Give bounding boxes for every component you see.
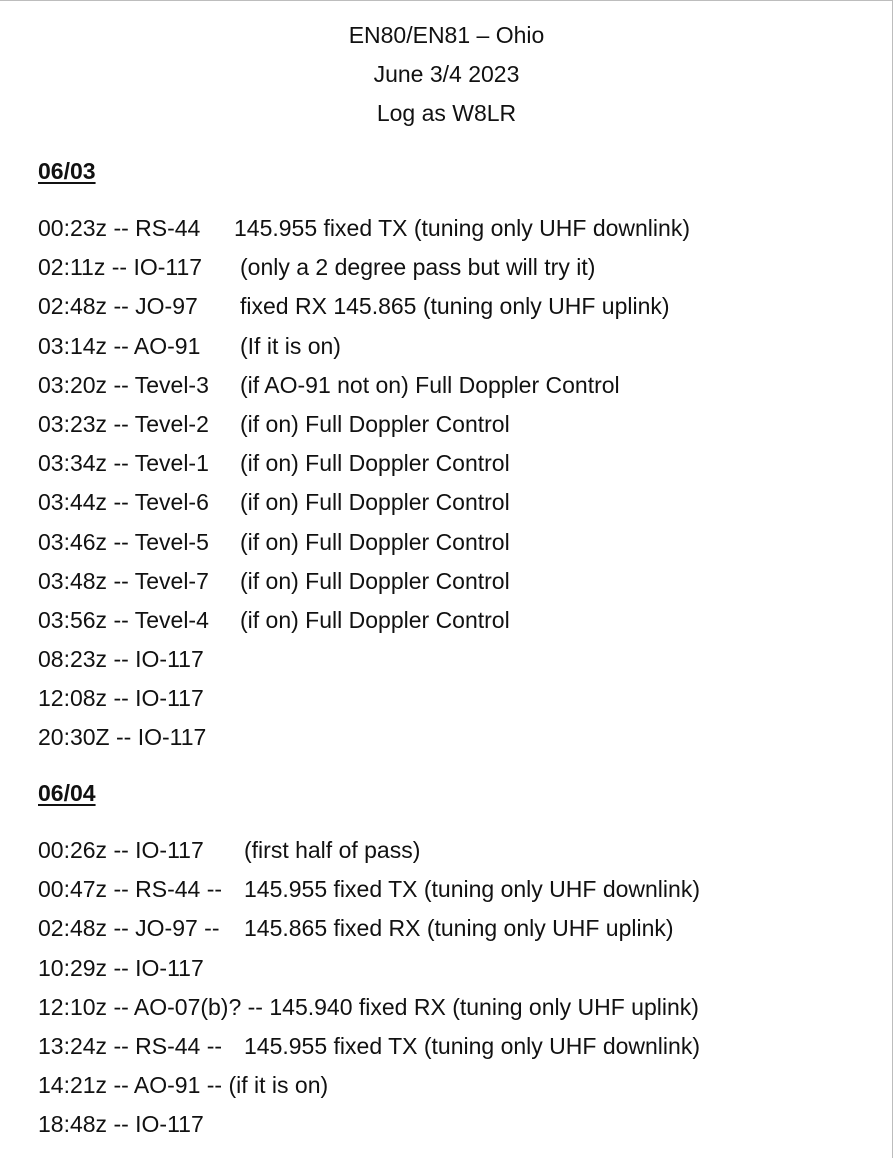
pass-row [38, 248, 878, 287]
pass-note [244, 1105, 878, 1144]
pass-row [38, 287, 878, 326]
pass-row [38, 1066, 878, 1105]
section-title: 06/04 [38, 780, 96, 806]
pass-row [38, 949, 878, 988]
pass-note [328, 1066, 878, 1105]
pass-time-satellite: 00:26z -- IO-117 [38, 837, 204, 863]
pass-time-satellite: 03:23z -- Tevel-2 [38, 410, 209, 437]
pass-time-satellite: 00:47z -- RS-44 -- [38, 876, 223, 903]
pass-row [38, 679, 878, 718]
pass-time-satellite: 03:46z -- Tevel-5 [38, 528, 209, 555]
pass-row [38, 640, 878, 679]
pass-note [240, 679, 878, 718]
pass-note: fixed RX 145.865 (tuning only UHF uplink) [240, 293, 670, 320]
header-callsign: Log as W8LR [376, 100, 517, 126]
pass-row [38, 209, 878, 248]
pass-note: 145.955 fixed TX (tuning only UHF downlink) [244, 1032, 700, 1059]
pass-time-satellite: 02:11z -- IO-117 [38, 254, 203, 281]
pass-note: (only a 2 degree pass but will try it) [240, 254, 596, 281]
pass-time-satellite: 14:21z -- AO-91 -- (if it is on) [38, 1072, 329, 1099]
pass-note [240, 718, 878, 757]
section-06-03 [38, 156, 878, 758]
pass-row [38, 718, 878, 757]
pass-row [38, 988, 878, 1027]
pass-row [38, 831, 878, 870]
pass-row [38, 562, 878, 601]
header-date: June 3/4 2023 [373, 61, 520, 87]
pass-row [38, 483, 878, 522]
pass-time-satellite: 02:48z -- JO-97 [38, 293, 198, 320]
pass-note: (if on) Full Doppler Control [240, 489, 510, 516]
pass-time-satellite: 03:14z -- AO-91 [38, 332, 201, 359]
pass-note [244, 949, 878, 988]
pass-time-satellite: 12:10z -- AO-07(b)? -- 145.940 fixed RX (tuning only UHF uplink) [38, 993, 699, 1020]
pass-row [38, 405, 878, 444]
pass-note: (if AO-91 not on) Full Doppler Control [240, 371, 620, 398]
pass-time-satellite: 03:48z -- Tevel-7 [38, 567, 209, 594]
section-title: 06/03 [38, 158, 96, 184]
pass-time-satellite: 03:34z -- Tevel-1 [38, 450, 209, 477]
pass-list [38, 209, 878, 758]
pass-row [38, 1027, 878, 1066]
pass-note: (if on) Full Doppler Control [240, 606, 510, 633]
pass-row [38, 523, 878, 562]
pass-row [38, 601, 878, 640]
pass-row [38, 444, 878, 483]
pass-time-satellite: 00:23z -- RS-44 [38, 215, 201, 241]
pass-note: 145.955 fixed TX (tuning only UHF downlink) [234, 215, 690, 241]
pass-row [38, 870, 878, 909]
section-06-04 [38, 778, 878, 1145]
pass-time-satellite: 03:20z -- Tevel-3 [38, 371, 209, 398]
pass-note: (if on) Full Doppler Control [240, 410, 510, 437]
pass-note: (first half of pass) [244, 837, 421, 863]
pass-row [38, 366, 878, 405]
pass-note: 145.865 fixed RX (tuning only UHF uplink) [244, 915, 674, 942]
pass-time-satellite: 12:08z -- IO-117 [38, 685, 204, 712]
pass-note: (if on) Full Doppler Control [240, 450, 510, 477]
document-header [0, 16, 893, 133]
pass-time-satellite: 20:30Z -- IO-117 [38, 724, 207, 751]
pass-time-satellite: 02:48z -- JO-97 -- [38, 915, 220, 942]
header-location: EN80/EN81 – Ohio [348, 22, 545, 48]
pass-note: 145.955 fixed TX (tuning only UHF downlink) [244, 876, 700, 903]
pass-time-satellite: 13:24z -- RS-44 -- [38, 1032, 223, 1059]
pass-note: (if on) Full Doppler Control [240, 567, 510, 594]
pass-time-satellite: 03:56z -- Tevel-4 [38, 606, 209, 633]
pass-time-satellite: 18:48z -- IO-117 [38, 1111, 204, 1138]
pass-note [699, 988, 878, 1027]
pass-note: (If it is on) [240, 332, 341, 359]
pass-time-satellite: 10:29z -- IO-117 [38, 954, 204, 981]
pass-row [38, 909, 878, 948]
pass-note [240, 640, 878, 679]
pass-note: (if on) Full Doppler Control [240, 528, 510, 555]
pass-list [38, 831, 878, 1145]
pass-row [38, 1105, 878, 1144]
pass-time-satellite: 08:23z -- IO-117 [38, 646, 204, 673]
pass-row [38, 327, 878, 366]
pass-time-satellite: 03:44z -- Tevel-6 [38, 489, 209, 516]
